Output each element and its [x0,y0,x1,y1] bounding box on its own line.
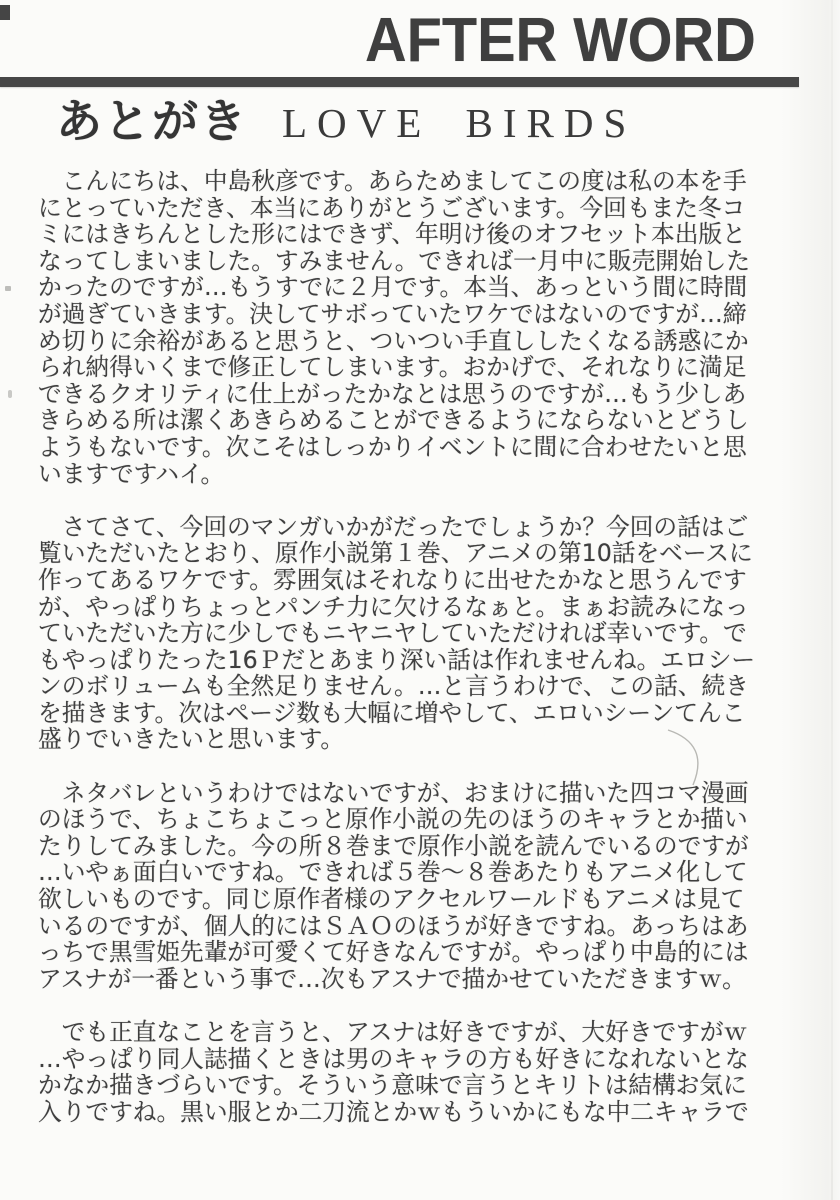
text-line: っちで黒雪姫先輩が可愛くて好きなんですが。やっぱり中島的には [38,938,749,967]
text-line: ミにはきちんとした形にはできず、年明け後のオフセット本出版と [38,220,746,249]
text-line: 作ってあるワケです。雰囲気はそれなりに出せたかなと思うんです [38,565,747,594]
scan-artifact-corner-mark [0,5,10,20]
text-line: られ納得いくまで修正してしまいます。おかげで、それなりに満足 [38,353,747,382]
afterword-paragraph [38,1019,768,1125]
scan-artifact-page-edge [831,0,833,1200]
header-rule-divider [0,77,799,87]
text-line: でも正直なことを言うと、アスナは好きですが、大好きですがｗ [38,1018,748,1046]
scan-artifact-speck [8,390,12,398]
text-line: 入りですね。黒い服とか二刀流とかｗもういかにもな中二キャラで [38,1097,749,1126]
text-line: 覧いただいたとおり、原作小説第１巻、アニメの第10話をベースに [38,539,753,568]
text-line: のほうで、ちょこちょこっと原作小説の先のほうのキャラとか描い [38,805,748,834]
text-line: できるクオリティに仕上がったかなとは思うのですが…もう少しあ [38,379,747,408]
text-line: め切りに余裕があると思うと、ついつい手直ししたくなる誘惑にか [38,326,749,355]
text-line: ていただいた方に少しでもニヤニヤしていただければ幸いです。で [38,619,747,648]
text-line: きらめる所は潔くあきらめることができるようにならないとどうし [38,406,749,435]
text-line: ネタバレというわけではないですが、おまけに描いた四コマ漫画 [38,778,749,807]
afterword-paragraph [38,168,768,487]
text-line: 盛りでいきたいと思います。 [38,725,345,754]
text-line: なってしまいました。すみません。できれば一月中に販売開始した [38,246,751,275]
afterword-paragraph [38,514,768,753]
text-line: 欲しいものです。同じ原作者様のアクセルワールドもアニメは見て [38,885,745,914]
text-line: が過ぎていきます。決してサボっていたワケではないのですが…締 [38,299,747,328]
text-line: たりしてみました。今の所８巻まで原作小説を読んでいるのですが [38,831,749,860]
text-line: かなか描きづらいです。そういう意味で言うとキリトは結構お気に [38,1071,747,1100]
text-line: かったのですが…もうすでに２月です。本当、あっという間に時間 [38,273,748,302]
scan-artifact-speck [5,286,11,291]
afterword-paragraph [38,780,768,993]
text-line: が、やっぱりちょっとパンチ力に欠けるなぁと。まぁお読みになっ [38,592,749,621]
page-title-english: LOVE BIRDS [282,100,637,146]
text-line: アスナが一番という事で…次もアスナで描かせていただきますｗ。 [38,964,746,993]
text-line: …いやぁ面白いですね。できれば５巻〜８巻あたりもアニメ化して [38,858,748,887]
text-line: いるのですが、個人的にはＳＡＯのほうが好きですね。あっちはあ [38,911,749,940]
text-line: ンのボリュームも全然足りません。…と言うわけで、この話、続き [38,672,749,701]
scan-artifact-curve [655,722,725,802]
header-title: AFTER WORD [365,6,756,75]
text-line: もやっぱりたった16Ｐだとあまり深い話は作れませんね。エロシー [38,645,756,674]
text-line: にとっていただき、本当にありがとうございます。今回もまた冬コ [38,193,746,222]
text-line: ようもないです。次こそはしっかりイベントに間に合わせたいと思 [38,432,747,461]
page-title [56,96,636,147]
text-line: を描きます。次はページ数も大幅に増やして、エロいシーンてんこ [38,698,746,727]
text-line: …やっぱり同人誌描くときは男のキャラの方も好きになれないとな [38,1044,749,1073]
text-line: こんにちは、中島秋彦です。あらためましてこの度は私の本を手 [38,167,747,195]
text-line: さてさて、今回のマンガいかがだったでしょうか？今回の話はご [38,512,749,541]
afterword-body [38,168,768,1125]
page-title-japanese: あとがき [56,94,248,148]
text-line: いますですハイ。 [38,459,225,488]
